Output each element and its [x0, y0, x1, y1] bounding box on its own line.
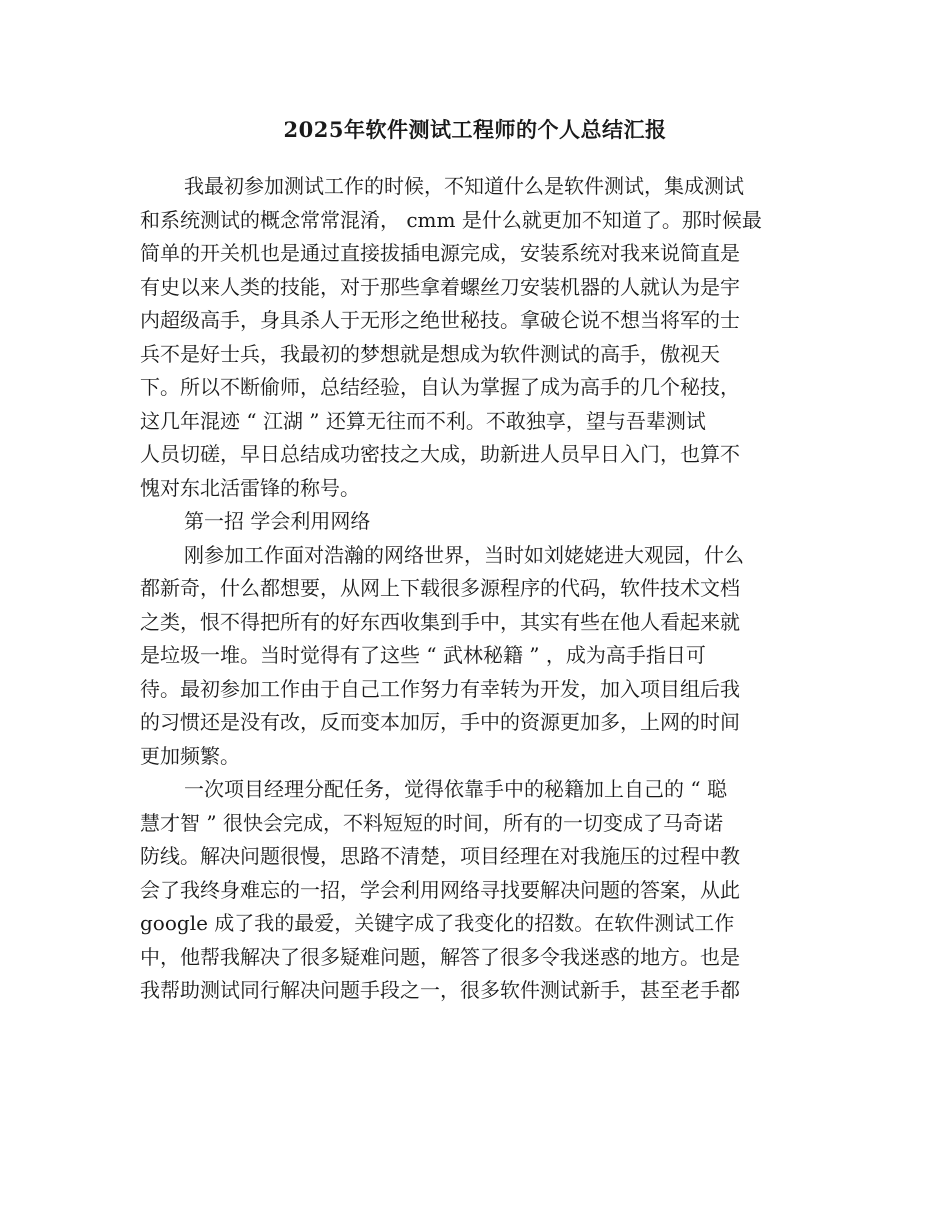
document-title: 2025年软件测试工程师的个人总结汇报: [283, 117, 667, 142]
paragraph-line: 有史以来人类的技能，对于那些拿着螺丝刀安装机器的人就认为是宇: [140, 274, 740, 299]
paragraph-line: google 成了我的最爱，关键字成了我变化的招数。在软件测试工作: [140, 911, 735, 935]
paragraph-line: 之类，恨不得把所有的好东西收集到手中，其实有些在他人看起来就: [140, 609, 740, 634]
paragraph-line: 下。所以不断偷师，总结经验，自认为掌握了成为高手的几个秘技，: [140, 375, 740, 399]
paragraph-line: 我帮助测试同行解决问题手段之一，很多软件测试新手，甚至老手都: [140, 978, 740, 1002]
paragraph-line: 是垃圾一堆。当时觉得有了这些 “ 武林秘籍 ” ，成为高手指日可: [140, 643, 706, 667]
paragraph-line: 中，他帮我解决了很多疑难问题，解答了很多令我迷惑的地方。也是: [140, 944, 740, 969]
document-body: [140, 170, 805, 1008]
paragraph-line: 人员切磋，早日总结成功密技之大成，助新进人员早日入门，也算不: [140, 442, 740, 466]
paragraph-line: 会了我终身难忘的一招，学会利用网络寻找要解决问题的答案，从此: [140, 877, 740, 902]
paragraph-line: 这几年混迹 “ 江湖 ” 还算无往而不利。不敢独享，望与吾辈测试: [140, 408, 706, 433]
paragraph-line: 一次项目经理分配任务，觉得依靠手中的秘籍加上自己的 “ 聪: [184, 777, 727, 801]
paragraph-line: 更加频繁。: [140, 743, 240, 768]
paragraph-line: 刚参加工作面对浩瀚的网络世界，当时如刘姥姥进大观园，什么: [184, 542, 744, 567]
paragraph-line: 待。最初参加工作由于自己工作努力有幸转为开发，加入项目组后我: [140, 676, 740, 701]
paragraph-line: 防线。解决问题很慢，思路不清楚，项目经理在对我施压的过程中教: [140, 844, 740, 868]
paragraph-line: 慧才智 ” 很快会完成，不料短短的时间，所有的一切变成了马奇诺: [140, 810, 723, 835]
section-heading: 第一招 学会利用网络: [184, 509, 371, 533]
paragraph-line: 兵不是好士兵，我最初的梦想就是想成为软件测试的高手，傲视天: [140, 341, 720, 366]
paragraph-line: 简单的开关机也是通过直接拔插电源完成，安装系统对我来说简直是: [140, 241, 740, 265]
paragraph-line: 都新奇，什么都想要，从网上下载很多源程序的代码，软件技术文档: [140, 576, 740, 600]
paragraph-line: 内超级高手，身具杀人于无形之绝世秘技。拿破仑说不想当将军的士: [140, 308, 740, 332]
paragraph-line: 的习惯还是没有改，反而变本加厉，手中的资源更加多，上网的时间: [140, 710, 740, 734]
paragraph-line: 和系统测试的概念常常混淆， cmm 是什么就更加不知道了。那时候最: [140, 207, 762, 232]
paragraph-line: 我最初参加测试工作的时候，不知道什么是软件测试，集成测试: [184, 174, 744, 198]
paragraph-line: 愧对东北活雷锋的称号。: [140, 475, 360, 500]
